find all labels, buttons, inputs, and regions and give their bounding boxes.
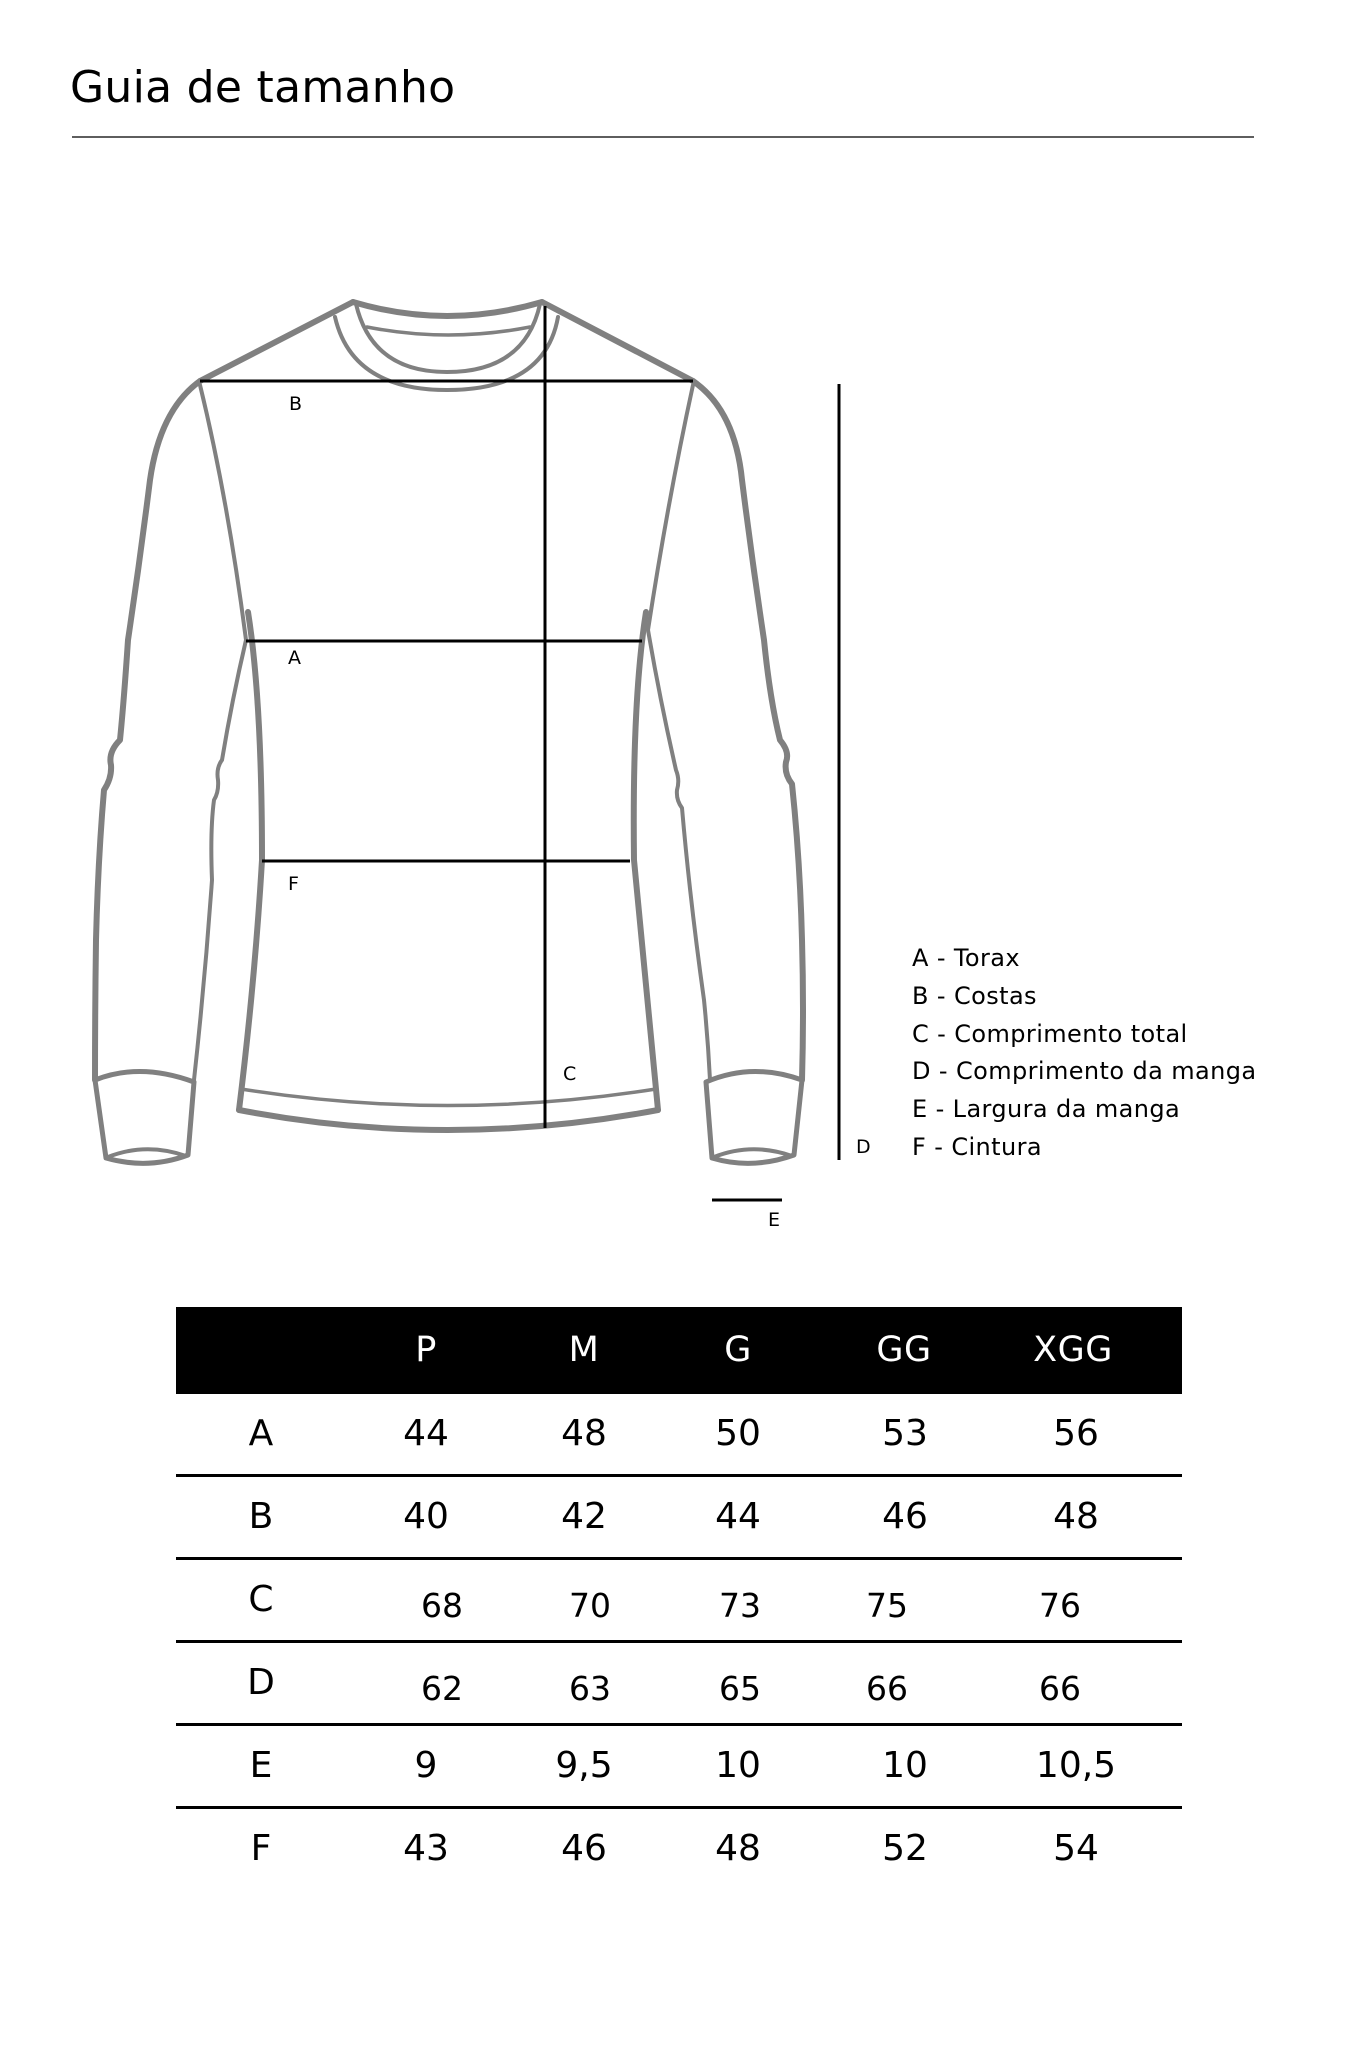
- cell-b-p: 40: [403, 1496, 449, 1537]
- measurement-legend: [912, 940, 1256, 1167]
- label-d: D: [856, 1136, 871, 1158]
- cell-d-gg: 66: [866, 1669, 908, 1708]
- row-label: B: [248, 1496, 274, 1537]
- body-right-side: [634, 612, 658, 1110]
- table-row-e: [176, 1726, 1182, 1809]
- size-table-header: [176, 1307, 1182, 1394]
- label-b: B: [289, 393, 303, 415]
- cell-e-p: 9: [414, 1745, 438, 1786]
- cell-b-gg: 46: [882, 1496, 928, 1537]
- table-row-f: [176, 1809, 1182, 1892]
- legend-item-a: A - Torax: [912, 944, 1020, 972]
- row-label: D: [247, 1662, 275, 1703]
- shoulder-left: [200, 302, 353, 381]
- column-header-xgg: XGG: [1033, 1330, 1113, 1370]
- back-neckline: [353, 302, 542, 316]
- cell-b-xgg: 48: [1053, 1496, 1099, 1537]
- measure-lines: [200, 306, 839, 1200]
- table-row-c: [176, 1560, 1182, 1643]
- page-title: Guia de tamanho: [70, 62, 456, 113]
- cell-a-gg: 53: [882, 1413, 928, 1454]
- size-table: [176, 1307, 1182, 1892]
- cell-d-xgg: 66: [1039, 1669, 1081, 1708]
- legend-item-d: D - Comprimento da manga: [912, 1057, 1257, 1086]
- label-f: F: [288, 873, 299, 895]
- cell-a-p: 44: [403, 1413, 449, 1454]
- inner-back-neck: [367, 327, 530, 335]
- cell-c-gg: 75: [866, 1586, 908, 1625]
- legend-item-c: C - Comprimento total: [912, 1019, 1188, 1048]
- cell-c-m: 70: [569, 1586, 611, 1625]
- label-a: A: [288, 647, 301, 669]
- cell-a-m: 48: [561, 1413, 607, 1454]
- cell-f-p: 43: [403, 1828, 449, 1869]
- cell-f-m: 46: [561, 1828, 607, 1869]
- cell-e-gg: 10: [882, 1745, 928, 1786]
- column-header-p: P: [415, 1330, 437, 1370]
- cell-c-xgg: 76: [1039, 1586, 1081, 1625]
- table-row-b: [176, 1477, 1182, 1560]
- left-sleeve-inner: [194, 385, 246, 1080]
- column-header-m: M: [568, 1330, 600, 1370]
- cell-b-g: 44: [715, 1496, 761, 1537]
- cell-f-g: 48: [715, 1828, 761, 1869]
- left-cuff-opening: [108, 1149, 186, 1157]
- hem-top: [241, 1089, 656, 1106]
- label-e: E: [768, 1209, 781, 1231]
- row-label: E: [249, 1745, 273, 1786]
- cell-d-p: 62: [421, 1669, 463, 1708]
- cell-f-gg: 52: [882, 1828, 928, 1869]
- shirt-outline: [95, 302, 803, 1163]
- right-sleeve-inner: [648, 385, 710, 1080]
- right-sleeve-outer: [693, 381, 803, 1080]
- body-left-side: [239, 612, 262, 1110]
- cell-b-m: 42: [561, 1496, 607, 1537]
- legend-item-e: E - Largura da manga: [912, 1095, 1181, 1124]
- cell-a-g: 50: [715, 1413, 761, 1454]
- right-cuff-opening: [714, 1149, 792, 1157]
- legend-item-b: B - Costas: [912, 981, 1037, 1010]
- table-row-a: [176, 1394, 1182, 1477]
- size-table-body: [176, 1394, 1182, 1892]
- cell-a-xgg: 56: [1053, 1413, 1099, 1454]
- table-row-d: [176, 1643, 1182, 1726]
- measure-labels: [288, 393, 871, 1231]
- shoulder-right: [542, 302, 693, 381]
- legend-item-f: F - Cintura: [912, 1132, 1042, 1161]
- cell-f-xgg: 54: [1053, 1828, 1099, 1869]
- column-header-g: G: [724, 1330, 752, 1370]
- left-sleeve-outer: [95, 381, 200, 1080]
- cell-d-m: 63: [569, 1669, 611, 1708]
- row-label: C: [248, 1579, 274, 1620]
- row-label: A: [248, 1413, 274, 1454]
- hem-bottom: [239, 1110, 658, 1130]
- cell-c-p: 68: [421, 1586, 463, 1625]
- label-c: C: [563, 1063, 577, 1085]
- cell-d-g: 65: [719, 1669, 761, 1708]
- cell-e-xgg: 10,5: [1035, 1745, 1117, 1786]
- column-header-gg: GG: [876, 1330, 932, 1370]
- cell-e-m: 9,5: [555, 1745, 613, 1786]
- cell-c-g: 73: [719, 1586, 761, 1625]
- cell-e-g: 10: [715, 1745, 761, 1786]
- row-label: F: [250, 1828, 272, 1869]
